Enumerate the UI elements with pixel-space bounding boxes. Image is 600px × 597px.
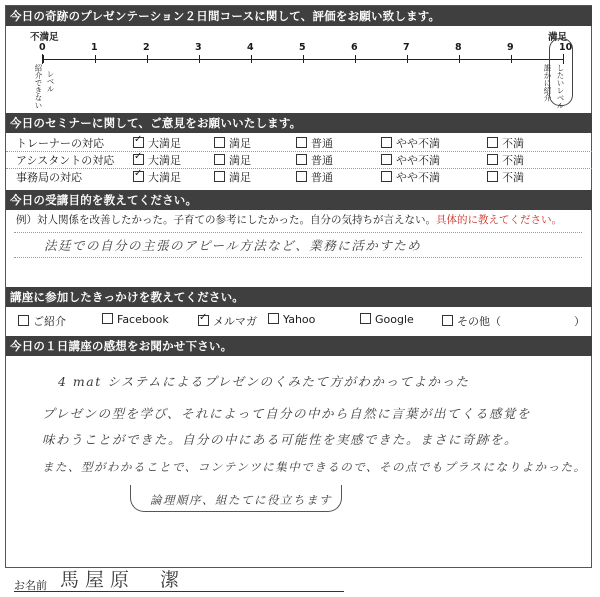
seminar-option-label: 大満足	[148, 154, 181, 167]
scale-tick-label: 6	[351, 42, 358, 53]
trigger-option[interactable]	[442, 313, 501, 329]
impression-bubble-text: 論理順序、組たてに役立ちます	[150, 493, 332, 507]
seminar-option-label: 不満	[502, 154, 524, 167]
name-label: お名前	[14, 579, 47, 592]
impression-section-title: 今日の１日講座の感想をお聞かせ下さい。	[6, 336, 592, 356]
seminar-option-label: 大満足	[148, 171, 181, 184]
checkbox[interactable]	[133, 137, 144, 148]
seminar-option[interactable]	[381, 152, 440, 168]
seminar-option-label: 満足	[229, 137, 251, 150]
seminar-option[interactable]	[133, 169, 181, 185]
checkbox[interactable]	[18, 315, 29, 326]
seminar-option-label: 普通	[311, 154, 333, 167]
checkbox[interactable]	[381, 137, 392, 148]
trigger-option[interactable]	[102, 313, 169, 326]
scale-tick-label: 1	[91, 42, 98, 53]
checkbox[interactable]	[487, 154, 498, 165]
trigger-close-paren: ）	[574, 315, 585, 328]
checkbox[interactable]	[381, 154, 392, 165]
trigger-option[interactable]	[360, 313, 414, 326]
checkbox[interactable]	[214, 137, 225, 148]
seminar-option-label: やや不満	[396, 171, 440, 184]
scale-tick-label: 3	[195, 42, 202, 53]
trigger-option[interactable]	[18, 313, 66, 329]
seminar-option-label: 満足	[229, 154, 251, 167]
purpose-example-text: 例）対人関係を改善したかった。子育ての参考にしたかった。自分の気持ちが言えない。	[16, 214, 436, 226]
trigger-option-label: Google	[375, 313, 414, 326]
seminar-option-label: やや不満	[396, 137, 440, 150]
scale-tick-label: 10	[559, 42, 573, 53]
impression-line: また、型がわかることで、コンテンツに集中できるので、その点でもプラスになりよかった。	[42, 460, 587, 474]
checkbox[interactable]	[214, 154, 225, 165]
seminar-option[interactable]	[381, 135, 440, 151]
seminar-option[interactable]	[487, 135, 524, 151]
checkbox[interactable]	[296, 137, 307, 148]
seminar-option-label: 不満	[502, 171, 524, 184]
seminar-option[interactable]	[214, 135, 251, 151]
seminar-option-label: 普通	[311, 171, 333, 184]
checkbox[interactable]	[381, 171, 392, 182]
scale-tick-label: 9	[507, 42, 514, 53]
checkbox[interactable]	[133, 171, 144, 182]
scale-tick-label: 7	[403, 42, 410, 53]
seminar-option-label: 大満足	[148, 137, 181, 150]
purpose-line-2	[14, 257, 582, 258]
seminar-option[interactable]	[296, 152, 333, 168]
checkbox[interactable]	[198, 315, 209, 326]
purpose-answer: 法廷での自分の主張のアピール方法など、業務に活かすため	[44, 238, 422, 253]
scale-tick-label: 0	[39, 42, 46, 53]
scale-left-label: 不満足	[30, 32, 59, 43]
scale-axis	[42, 59, 564, 60]
seminar-option[interactable]	[381, 169, 440, 185]
seminar-row-label: トレーナーの対応	[16, 137, 104, 150]
selected-rating-circle	[549, 38, 573, 106]
impression-line: 4 mat システムによるプレゼンのくみたて方がわかってよかった	[58, 374, 470, 389]
scale-left-note-2: レベル	[46, 70, 55, 93]
purpose-example-red: 具体的に教えてください。	[436, 214, 562, 226]
seminar-option[interactable]	[296, 135, 333, 151]
scale-right-note-2: したいレベル	[556, 64, 565, 109]
seminar-option-label: 満足	[229, 171, 251, 184]
checkbox[interactable]	[296, 154, 307, 165]
checkbox[interactable]	[360, 313, 371, 324]
scale-right-label: 満足	[548, 32, 568, 43]
scale-tick-label: 4	[247, 42, 254, 53]
seminar-option[interactable]	[214, 152, 251, 168]
seminar-option-label: 不満	[502, 137, 524, 150]
trigger-section-title: 講座に参加したきっかけを教えてください。	[6, 287, 592, 307]
scale-left-note-1: 紹介できない	[34, 64, 43, 109]
seminar-option[interactable]	[487, 169, 524, 185]
seminar-option[interactable]	[487, 152, 524, 168]
trigger-option[interactable]	[198, 313, 257, 329]
checkbox[interactable]	[268, 313, 279, 324]
trigger-option-label: Facebook	[117, 313, 169, 326]
rating-section-title: 今日の奇跡のプレゼンテーション２日間コースに関して、評価をお願い致します。	[6, 6, 592, 26]
impression-line: プレゼンの型を学び、それによって自分の中から自然に言葉が出てくる感覚を	[42, 406, 532, 421]
checkbox[interactable]	[102, 313, 113, 324]
seminar-section-title: 今日のセミナーに関して、ご意見をお願いいたします。	[6, 113, 592, 133]
purpose-line-1	[14, 232, 582, 233]
seminar-row-label: アシスタントの対応	[16, 154, 115, 167]
checkbox[interactable]	[214, 171, 225, 182]
trigger-option-label: メルマガ	[213, 315, 257, 328]
scale-tick-label: 2	[143, 42, 150, 53]
trigger-option-label: その他（	[457, 315, 501, 328]
checkbox[interactable]	[487, 137, 498, 148]
seminar-option[interactable]	[133, 152, 181, 168]
seminar-option-label: やや不満	[396, 154, 440, 167]
seminar-option[interactable]	[296, 169, 333, 185]
trigger-option-label: ご紹介	[33, 315, 66, 328]
checkbox[interactable]	[487, 171, 498, 182]
scale-right-note-1: 誰かに紹介	[543, 64, 552, 102]
trigger-option-label: Yahoo	[283, 313, 316, 326]
seminar-option-label: 普通	[311, 137, 333, 150]
impression-line: 味わうことができた。自分の中にある可能性を実感できた。まさに奇跡を。	[42, 432, 519, 447]
seminar-option[interactable]	[133, 135, 181, 151]
checkbox[interactable]	[442, 315, 453, 326]
scale-left-end	[42, 54, 43, 64]
purpose-example	[16, 212, 562, 227]
checkbox[interactable]	[296, 171, 307, 182]
checkbox[interactable]	[133, 154, 144, 165]
purpose-section-title: 今日の受講目的を教えてください。	[6, 190, 592, 210]
name-underline	[14, 591, 344, 592]
seminar-option[interactable]	[214, 169, 251, 185]
seminar-row-label: 事務局の対応	[16, 171, 82, 184]
name-value: 馬屋原 潔	[60, 569, 186, 591]
scale-tick-label: 8	[455, 42, 462, 53]
scale-tick-label: 5	[299, 42, 306, 53]
trigger-option[interactable]	[268, 313, 315, 326]
